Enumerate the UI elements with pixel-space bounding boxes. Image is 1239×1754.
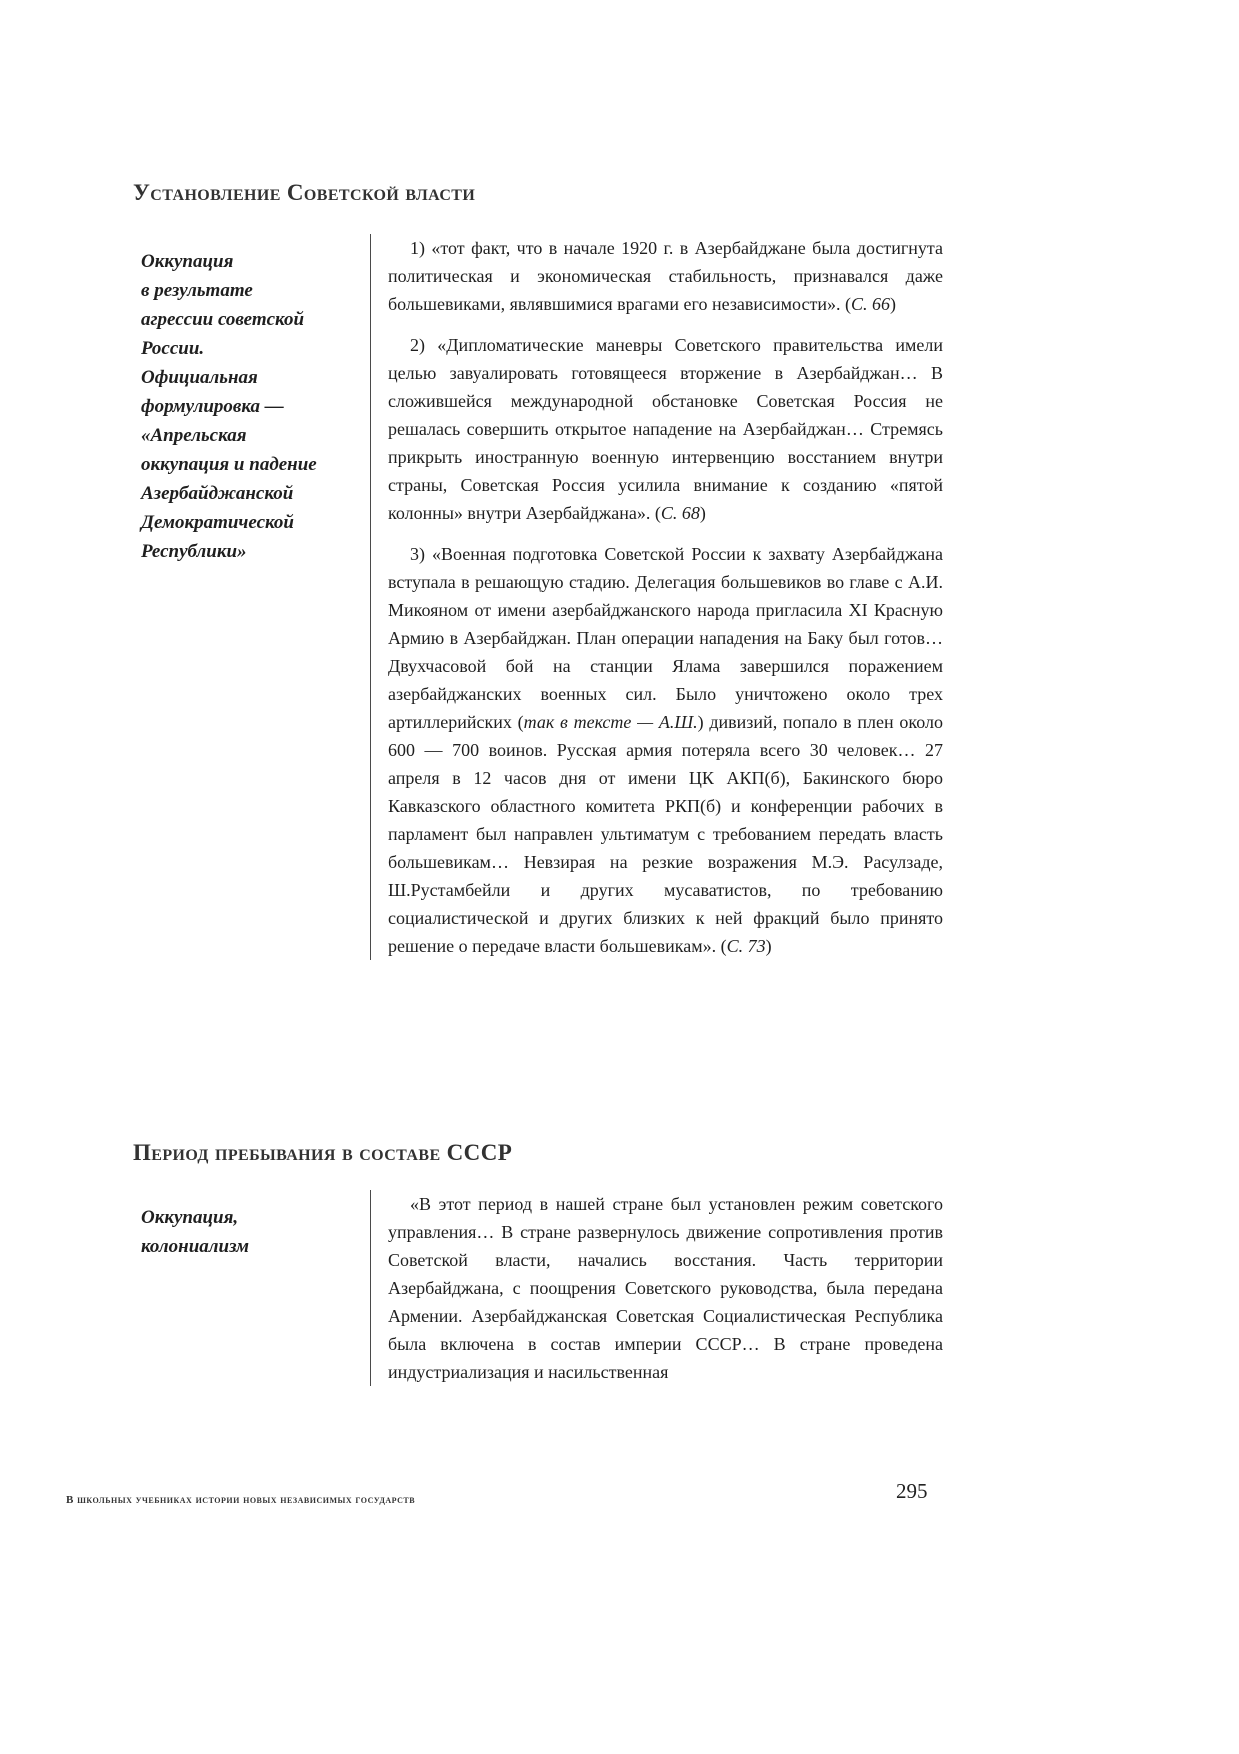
margin-note-line: Азербайджанской <box>141 483 294 504</box>
section-soviet-power <box>133 234 943 960</box>
margin-note <box>133 234 370 960</box>
section-body <box>370 1190 943 1386</box>
text-segment: 1) «тот факт, что в начале 1920 г. в Азербайджане была достигнута политическая и экономическая стабильность, признавался даже большевиками, являвшимися врагами его независимости». ( <box>388 238 943 314</box>
paragraph <box>388 1190 943 1386</box>
margin-note-line: колониализм <box>141 1236 250 1257</box>
margin-note-line: Республики» <box>141 541 247 562</box>
text-segment: ) <box>765 936 772 956</box>
text-segment: ) <box>890 294 897 314</box>
section-heading-ussr-period: Период пребывания в составе СССР <box>133 1140 513 1165</box>
margin-note-line: Официальная <box>141 367 258 388</box>
running-footer: В школьных учебниках истории новых независимых государств <box>66 1494 416 1506</box>
margin-note-line: агрессии советской <box>141 309 305 330</box>
page-number: 295 <box>896 1479 928 1503</box>
text-segment: 3) «Военная подготовка Советской России к захвату Азербайджана вступала в решающую стадию. Делегация большевиков во главе с А.И. Микояном от имени азербайджанского народа пригласила XI Красную Армию в Азербайджан. План операции нападения на Баку был готов… Двухчасовой бой на станции Ялама завершился поражением азербайджанских военных сил. Было уничтожено около трех артиллерийских ( <box>388 544 943 732</box>
paragraph <box>388 234 943 318</box>
text-segment: ) <box>699 503 706 523</box>
section-ussr-period <box>133 1190 943 1386</box>
italic-segment: С. 73 <box>726 936 766 956</box>
margin-note-line: России. <box>141 338 205 359</box>
paragraph <box>388 540 943 960</box>
italic-segment: так в тексте — А.Ш. <box>523 712 698 732</box>
margin-note-line: в результате <box>141 280 253 301</box>
section-body <box>370 234 943 960</box>
margin-note-line: оккупация и падение <box>141 454 317 475</box>
text-segment: ) дивизий, попало в плен около 600 — 700 воинов. Русская армия потеряла всего 30 человек… 27 апреля в 12 часов дня от имени ЦК АКП(б), Бакинского бюро Кавказского областного комитета РКП(б) и конференции рабочих в парламент был направлен ультиматум с требованием передать власть большевикам… Невзирая на резкие возражения М.Э. Расулзаде, Ш.Рустамбейли и других мусаватистов, по требованию социалистической и других близких к ней фракций было принято решение о передаче власти большевикам». ( <box>388 712 943 956</box>
margin-note <box>133 1190 370 1386</box>
text-segment: «В этот период в нашей стране был установлен режим советского управления… В стране развернулось движение сопротивления против Советской власти, начались восстания. Часть территории Азербайджана, с поощрения Советского руководства, была передана Армении. Азербайджанская Советская Социалистическая Республика была включена в состав империи СССР… В стране проведена индустриализация и насильственная <box>388 1194 943 1382</box>
italic-segment: С. 68 <box>660 503 700 523</box>
margin-note-line: «Апрельская <box>141 425 247 446</box>
margin-note-line: Оккупация <box>141 251 234 272</box>
paragraph <box>388 331 943 527</box>
margin-note-line: Демократической <box>141 512 294 533</box>
margin-note-line: Оккупация, <box>141 1207 239 1228</box>
section-heading-soviet-power: Установление Советской власти <box>133 180 476 205</box>
margin-note-line: формулировка — <box>141 396 284 417</box>
text-segment: 2) «Дипломатические маневры Советского правительства имели целью завуалировать готовящееся вторжение в Азербайджан… В сложившейся международной обстановке Советская Россия не решалась совершить открытое нападение на Азербайджан… Стремясь прикрыть иностранную военную интервенцию восстанием внутри страны, Советская Россия усилила внимание к созданию «пятой колонны» внутри Азербайджана». ( <box>388 335 943 523</box>
italic-segment: С. 66 <box>851 294 891 314</box>
